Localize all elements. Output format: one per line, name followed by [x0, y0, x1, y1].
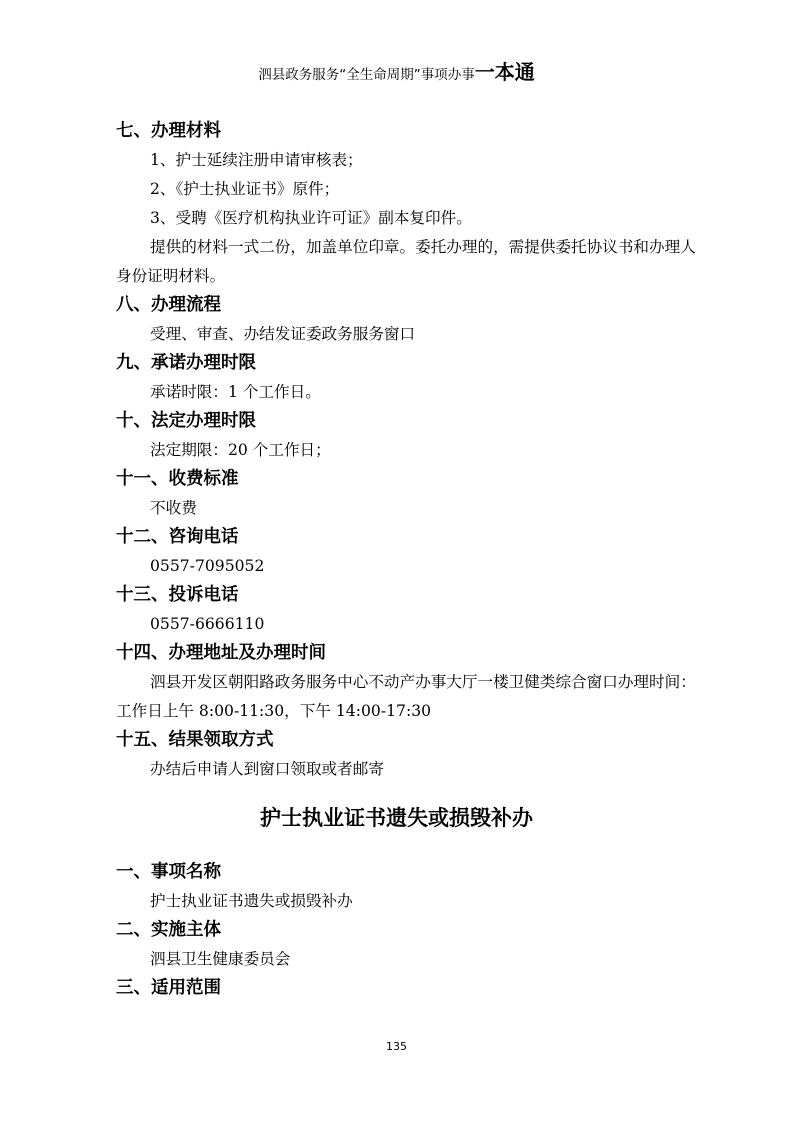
section-heading: 二、实施主体	[116, 920, 221, 940]
section-heading: 十一、收费标准	[116, 469, 239, 489]
page-header	[0, 60, 793, 87]
section-text: 受理、审查、办结发证委政务服务窗口	[150, 325, 416, 343]
header-text: 泗县政务服务“全生命周期”事项办事	[258, 67, 475, 83]
section-heading: 七、办理材料	[116, 121, 221, 141]
section-heading: 一、事项名称	[116, 862, 221, 882]
document-body	[116, 117, 696, 1003]
complaint-phone: 0557-6666110	[150, 615, 265, 633]
section-text: 不收费	[150, 499, 197, 517]
section-heading: 八、办理流程	[116, 295, 221, 315]
section-text: 法定期限：20 个工作日；	[150, 441, 331, 459]
material-note: 提供的材料一式二份，加盖单位印章。委托办理的，需提供委托协议书和办理人身份证明材料。	[116, 238, 696, 285]
section-text: 办结后申请人到窗口领取或者邮寄	[150, 760, 384, 778]
material-item: 1、护士延续注册申请审核表；	[150, 151, 363, 169]
consult-phone: 0557-7095052	[150, 557, 265, 575]
section-heading: 十二、咨询电话	[116, 527, 239, 547]
section-heading: 十、法定办理时限	[116, 411, 256, 431]
header-emphasis: 一本通	[474, 60, 535, 84]
section-heading: 十三、投诉电话	[116, 585, 239, 605]
material-item: 2、《护士执业证书》原件；	[150, 180, 340, 198]
address-and-hours: 泗县开发区朝阳路政务服务中心不动产办事大厅一楼卫健类综合窗口办理时间：工作日上午 8:00-11:30，下午 14:00-17:30	[116, 673, 696, 720]
section-text: 泗县卫生健康委员会	[150, 950, 291, 968]
material-item: 3、受聘《医疗机构执业许可证》副本复印件。	[150, 209, 472, 227]
item-title: 护士执业证书遗失或损毁补办	[260, 806, 533, 830]
section-heading: 十五、结果领取方式	[116, 730, 274, 750]
page-number: 135	[386, 1040, 407, 1053]
section-heading: 十四、办理地址及办理时间	[116, 643, 326, 663]
section-text: 护士执业证书遗失或损毁补办	[150, 892, 353, 910]
section-heading: 九、承诺办理时限	[116, 353, 256, 373]
section-text: 承诺时限：1 个工作日。	[150, 383, 321, 401]
section-heading: 三、适用范围	[116, 978, 221, 998]
